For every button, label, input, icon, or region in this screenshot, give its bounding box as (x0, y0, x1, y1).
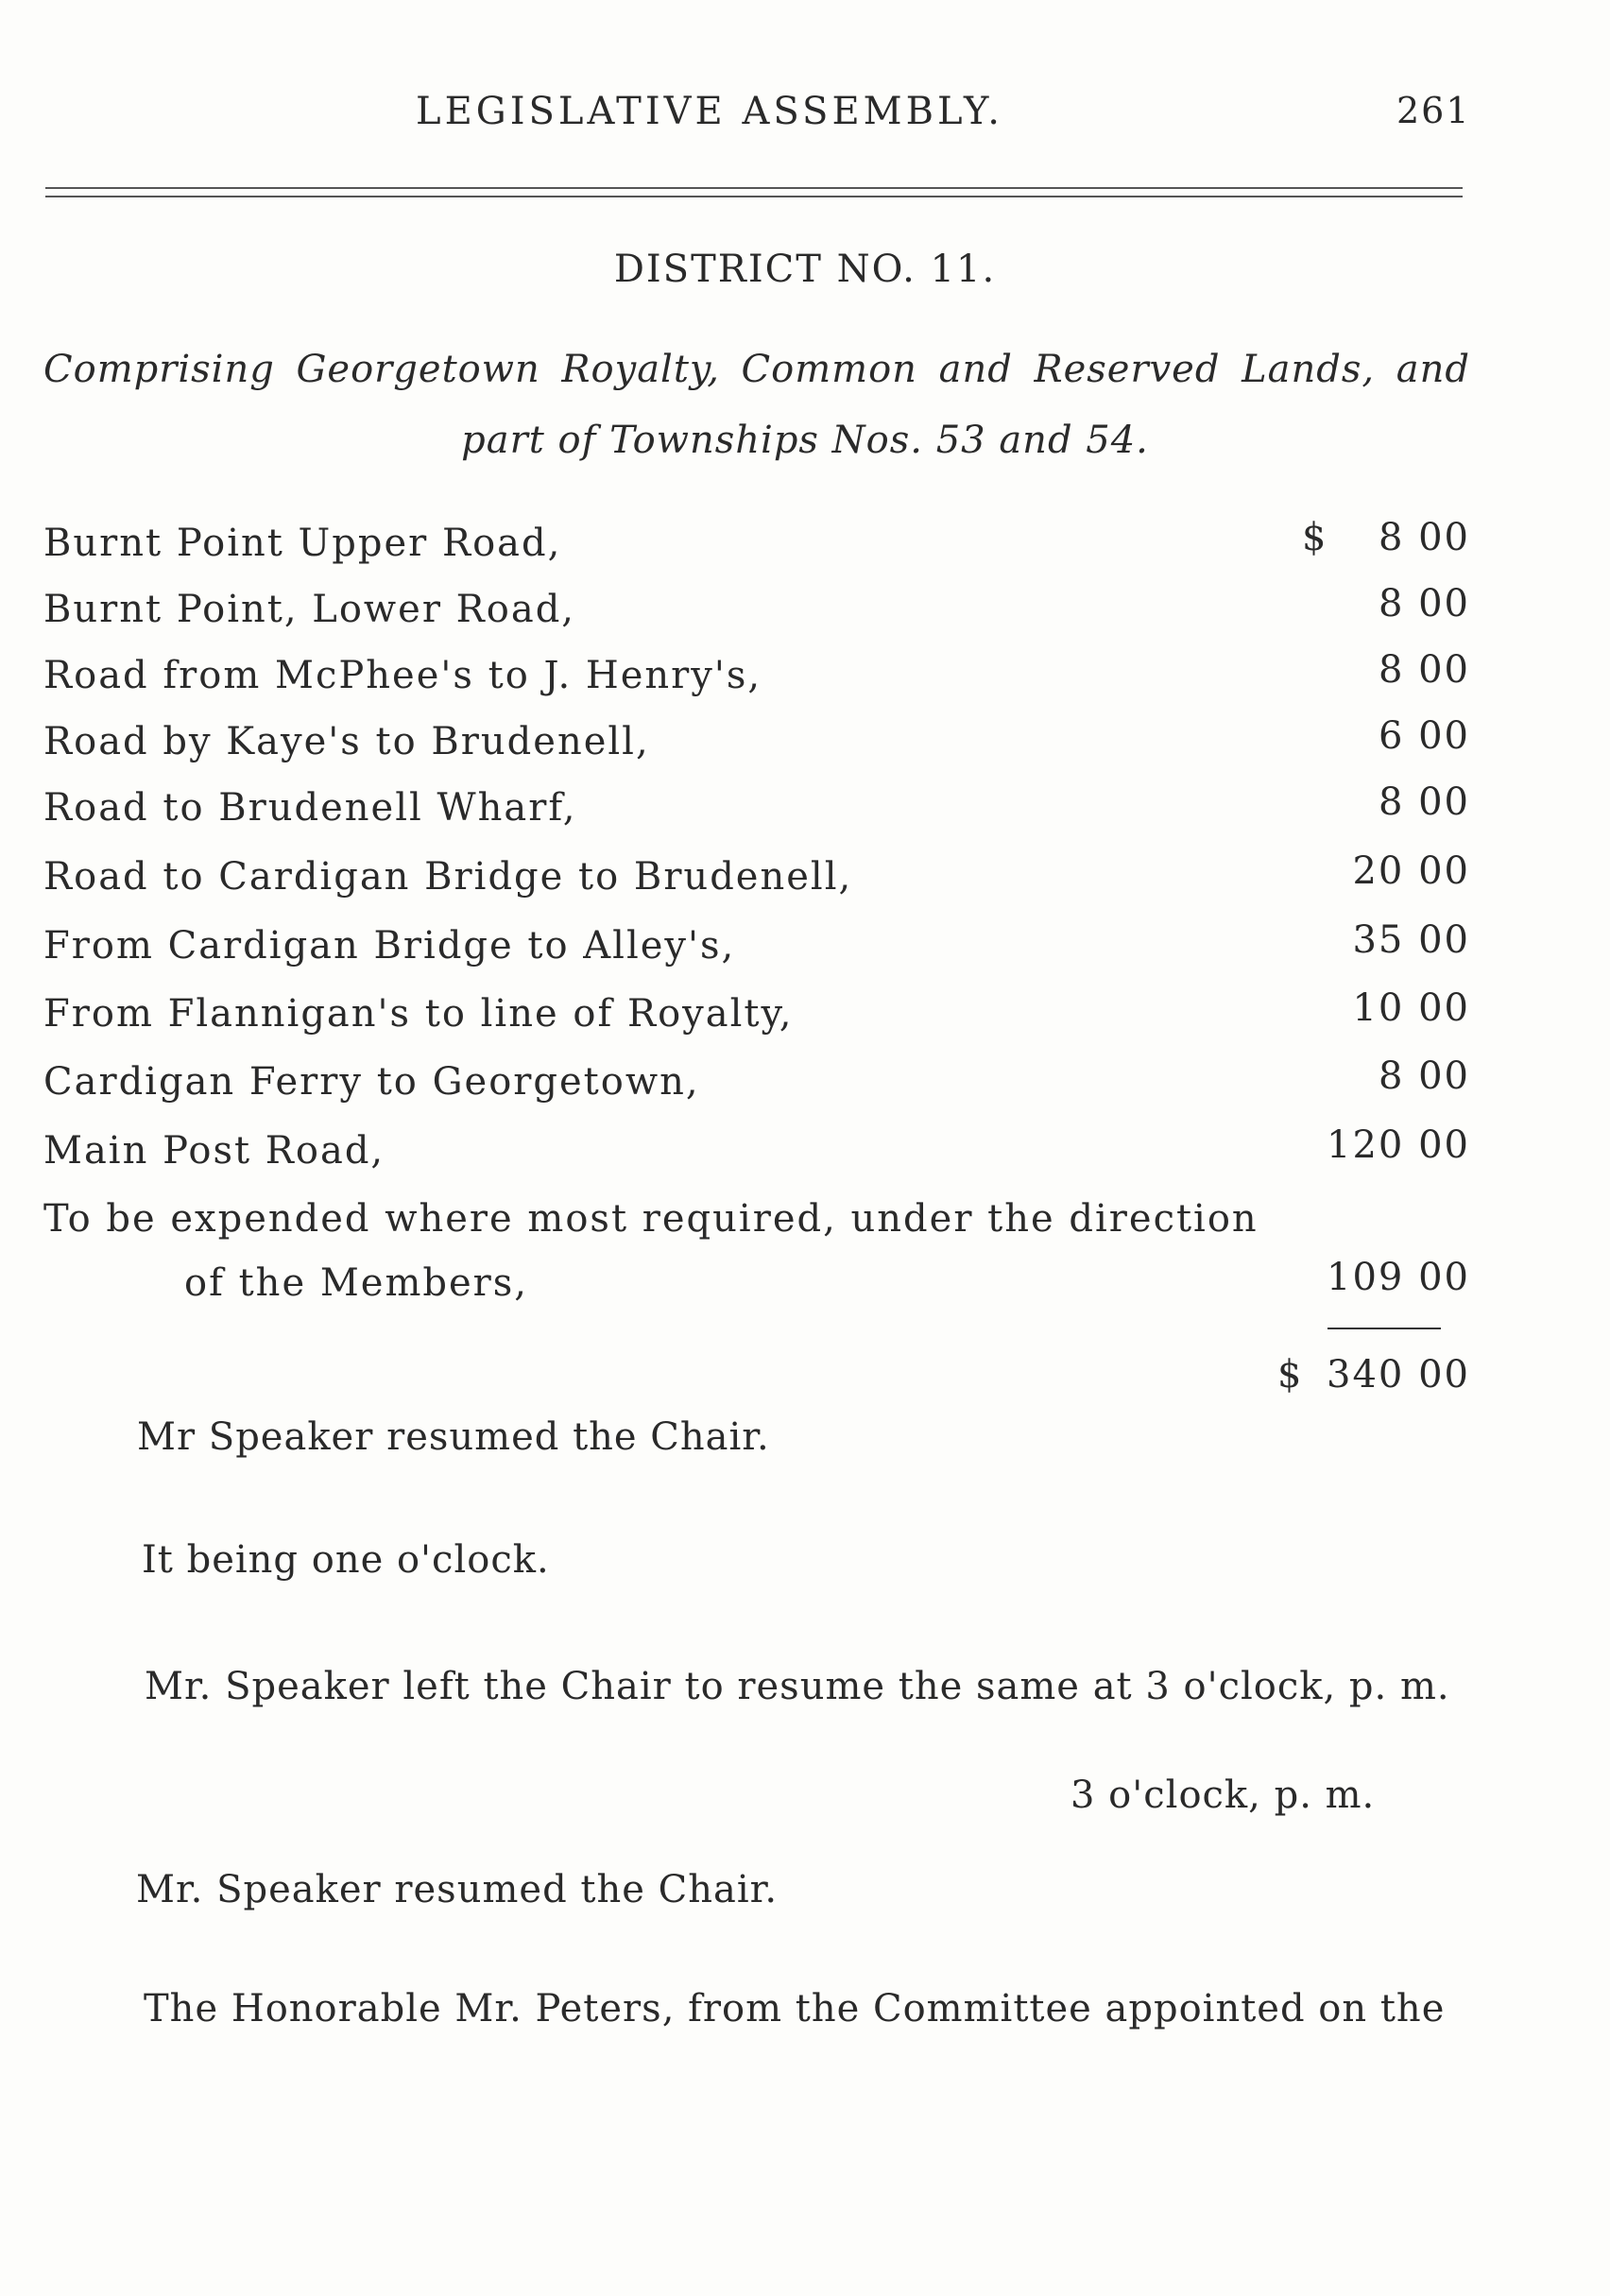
entry-label: Burnt Point, Lower Road, (43, 588, 576, 631)
entry-amount: 35 00 (1352, 918, 1470, 962)
entry-amount: 6 00 (1378, 714, 1470, 758)
running-head: LEGISLATIVE ASSEMBLY. (416, 90, 1003, 133)
entry-label: Road to Cardigan Bridge to Brudenell, (43, 855, 853, 899)
proceeding-text: Mr Speaker resumed the Chair. (137, 1415, 770, 1459)
proceeding-text: Mr. Speaker left the Chair to resume the same at 3 o'clock, p. m. (145, 1665, 1450, 1708)
proceeding-text: Mr. Speaker resumed the Chair. (136, 1868, 779, 1911)
entry-label: Main Post Road, (43, 1129, 385, 1173)
entry-amount: 8 00 (1378, 1054, 1470, 1098)
header-rule-bottom (45, 196, 1463, 197)
entry-amount: 8 00 (1378, 780, 1470, 824)
entry-amount: 20 00 (1352, 849, 1470, 893)
total-rule (1327, 1328, 1441, 1331)
district-heading: DISTRICT NO. 11. (613, 248, 997, 291)
entry-amount: 10 00 (1352, 986, 1470, 1030)
proceeding-text: It being one o'clock. (142, 1538, 550, 1582)
entry-label: To be expended where most required, under the direction (43, 1197, 1259, 1241)
proceeding-text: The Honorable Mr. Peters, from the Committee appointed on the (144, 1987, 1446, 2030)
entry-label: Road from McPhee's to J. Henry's, (43, 654, 762, 697)
total-amount: 340 00 (1327, 1353, 1470, 1396)
entry-label: Road to Brudenell Wharf, (43, 786, 577, 830)
dollar-sign: $ (1277, 1353, 1302, 1396)
entry-label: Burnt Point Upper Road, (43, 522, 562, 565)
entry-label: From Cardigan Bridge to Alley's, (43, 924, 736, 968)
entry-amount: 8 00 (1378, 516, 1470, 559)
dollar-sign: $ (1302, 516, 1327, 559)
page-number: 261 (1396, 90, 1471, 131)
entry-label: of the Members, (184, 1261, 529, 1305)
district-description-line1: Comprising Georgetown Royalty, Common and Reserved Lands, and (43, 348, 1470, 391)
entry-label: From Flannigan's to line of Royalty, (43, 992, 794, 1036)
district-description-line2: part of Townships Nos. 53 and 54. (461, 419, 1149, 462)
proceeding-time: 3 o'clock, p. m. (1070, 1773, 1376, 1817)
header-rule-top (45, 187, 1463, 189)
entry-label: Road by Kaye's to Brudenell, (43, 720, 650, 763)
entry-amount: 109 00 (1327, 1256, 1470, 1299)
entry-amount: 8 00 (1378, 582, 1470, 625)
entry-amount: 120 00 (1327, 1123, 1470, 1167)
entry-label: Cardigan Ferry to Georgetown, (43, 1060, 700, 1104)
entry-amount: 8 00 (1378, 648, 1470, 692)
